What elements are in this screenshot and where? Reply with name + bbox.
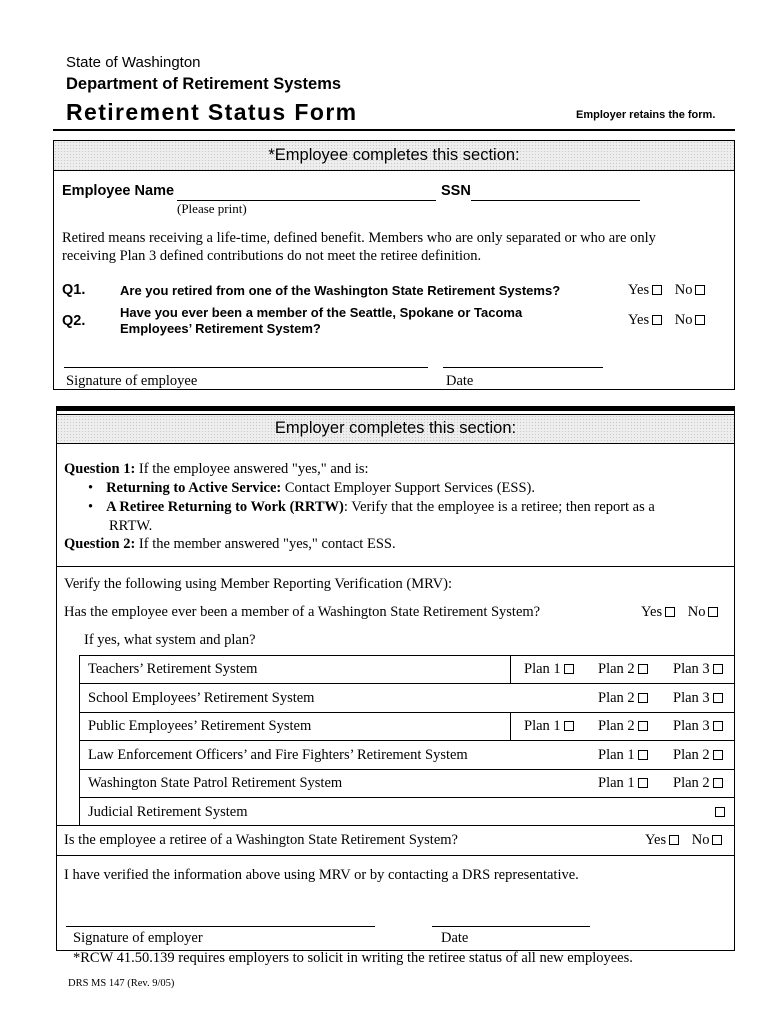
retiree-yes-label: Yes [645,832,667,848]
retiree-yes-checkbox[interactable] [669,835,679,845]
retiree-question: Is the employee a retiree of a Washington State Retirement System? [64,832,458,848]
q1-text: Are you retired from one of the Washington State Retirement Systems? [120,283,561,298]
employee-signature-line[interactable] [64,367,428,368]
system-name-wsprs: Washington State Patrol Retirement System [88,775,343,791]
q1-yes-checkbox[interactable] [652,285,662,295]
question2-label: Question 2: [64,536,136,552]
q2-text-line1: Have you ever been a member of the Seattle, Spokane or Tacoma [120,305,523,320]
bullet-icon: • [88,480,94,496]
retain-note: Employer retains the form. [576,109,716,121]
leoff-plan2-checkbox[interactable] [713,750,723,760]
member-yes-label: Yes [641,604,663,620]
plan-label: Plan 2 [598,718,635,734]
plan-label: Plan 2 [598,661,635,677]
verified-statement: I have verified the information above using MRV or by contacting a DRS representative. [64,867,579,883]
bullet1-text: Contact Employer Support Services (ESS). [281,480,535,496]
member-yes-checkbox[interactable] [665,607,675,617]
employee-name-label: Employee Name [62,183,175,199]
sers-plan2-checkbox[interactable] [638,693,648,703]
q1-no-label: No [674,282,693,298]
q1-number: Q1. [62,282,86,298]
q2-no-checkbox[interactable] [695,315,705,325]
form-title: Retirement Status Form [66,99,358,125]
pers-plan1-checkbox[interactable] [564,721,574,731]
rcw-footnote: *RCW 41.50.139 requires employers to solicit in writing the retiree status of all new employees. [73,950,633,966]
header-rule [53,129,735,131]
q2-yes-checkbox[interactable] [652,315,662,325]
plan-label: Plan 1 [524,718,561,734]
employee-signature-label: Signature of employee [66,373,198,389]
sers-plan3-checkbox[interactable] [713,693,723,703]
system-name-trs: Teachers’ Retirement System [88,661,258,677]
q2-yes-label: Yes [628,312,650,328]
employee-section-heading: *Employee completes this section: [268,146,520,164]
bullet-rrtw [88,499,655,516]
plan-label: Plan 3 [673,718,710,734]
system-name-sers: School Employees’ Retirement System [88,690,315,706]
table-col-rule [510,655,511,683]
employer-date-label: Date [441,930,469,946]
table-rule [79,797,734,798]
divider [57,855,734,856]
system-name-leoff: Law Enforcement Officers’ and Fire Fighters’ Retirement System [88,747,468,763]
pers-plan3-option[interactable] [673,718,723,735]
table-left-rule [79,655,80,825]
plan-label: Plan 2 [598,690,635,706]
pers-plan3-checkbox[interactable] [713,721,723,731]
pers-plan1-option[interactable] [524,718,574,735]
member-answer [641,604,718,621]
plan-label: Plan 1 [598,747,635,763]
retiree-no-checkbox[interactable] [712,835,722,845]
trs-plan2-option[interactable] [598,661,648,678]
table-rule [79,683,734,684]
retiree-no-label: No [691,832,710,848]
question1-instruction [64,461,369,478]
q1-yes-label: Yes [628,282,650,298]
retired-definition-line2: receiving Plan 3 defined contributions do not meet the retiree definition. [62,248,482,264]
system-name-jrs: Judicial Retirement System [88,804,248,820]
bullet-icon: • [88,499,94,515]
retiree-answer [645,832,722,849]
bullet2-continuation: RRTW. [109,518,153,534]
table-rule [79,740,734,741]
question1-label: Question 1: [64,461,136,477]
employee-date-label: Date [446,373,474,389]
bullet1-label: Returning to Active Service: [106,480,282,496]
plan-label: Plan 3 [673,661,710,677]
question1-text: If the employee answered "yes," and is: [135,461,369,477]
member-no-label: No [687,604,706,620]
ssn-label: SSN [441,183,471,199]
employee-section [53,140,735,390]
bullet-returning-active [88,480,535,497]
wsprs-plan2-checkbox[interactable] [713,778,723,788]
q2-no-label: No [674,312,693,328]
sers-plan3-option[interactable] [673,690,723,707]
wsprs-plan1-checkbox[interactable] [638,778,648,788]
employer-signature-line[interactable] [66,926,375,927]
plan-label: Plan 3 [673,690,710,706]
system-name-pers: Public Employees’ Retirement System [88,718,312,734]
retired-definition-line1: Retired means receiving a life-time, defined benefit. Members who are only separated or who are only [62,230,656,246]
if-yes-prompt: If yes, what system and plan? [84,632,256,648]
wsprs-plan1-option[interactable] [598,775,648,792]
trs-plan1-checkbox[interactable] [564,664,574,674]
please-print-note: (Please print) [177,201,247,216]
employer-section-heading: Employer completes this section: [274,419,517,437]
pers-plan2-checkbox[interactable] [638,721,648,731]
q2-answer [628,312,705,329]
q2-text-line2: Employees’ Retirement System? [120,321,321,336]
question2-instruction [64,536,396,553]
table-rule [79,712,734,713]
table-rule [79,769,734,770]
ssn-field[interactable] [471,184,640,201]
trs-plan1-option[interactable] [524,661,574,678]
member-no-checkbox[interactable] [708,607,718,617]
plan-label: Plan 1 [524,661,561,677]
plan-label: Plan 2 [673,747,710,763]
employee-date-line[interactable] [443,367,603,368]
plan-label: Plan 1 [598,775,635,791]
table-col-rule [510,712,511,740]
question2-text: If the member answered "yes," contact ESS. [135,536,396,552]
bullet2-label: A Retiree Returning to Work (RRTW) [106,499,344,515]
pers-plan2-option[interactable] [598,718,648,735]
member-question: Has the employee ever been a member of a Washington State Retirement System? [64,604,541,620]
divider [57,566,734,567]
verify-mrv-text: Verify the following using Member Reporting Verification (MRV): [64,576,452,592]
plan-label: Plan 2 [673,775,710,791]
bullet2-text: : Verify that the employee is a retiree; then report as a [343,499,655,515]
trs-plan3-option[interactable] [673,661,723,678]
jrs-option[interactable] [712,804,725,821]
wsprs-plan2-option[interactable] [673,775,723,792]
form-number: DRS MS 147 (Rev. 9/05) [68,978,175,989]
q2-number: Q2. [62,313,86,329]
q1-no-checkbox[interactable] [695,285,705,295]
leoff-plan1-checkbox[interactable] [638,750,648,760]
department-name: Department of Retirement Systems [66,75,342,93]
state-name: State of Washington [66,54,201,71]
employer-signature-label: Signature of employer [73,930,203,946]
leoff-plan2-option[interactable] [673,747,723,764]
table-rule [57,825,734,826]
employer-date-line[interactable] [432,926,590,927]
table-rule [79,655,734,656]
q1-answer [628,282,705,299]
jrs-checkbox[interactable] [715,807,725,817]
trs-plan3-checkbox[interactable] [713,664,723,674]
employee-name-field[interactable] [177,184,436,201]
leoff-plan1-option[interactable] [598,747,648,764]
trs-plan2-checkbox[interactable] [638,664,648,674]
sers-plan2-option[interactable] [598,690,648,707]
